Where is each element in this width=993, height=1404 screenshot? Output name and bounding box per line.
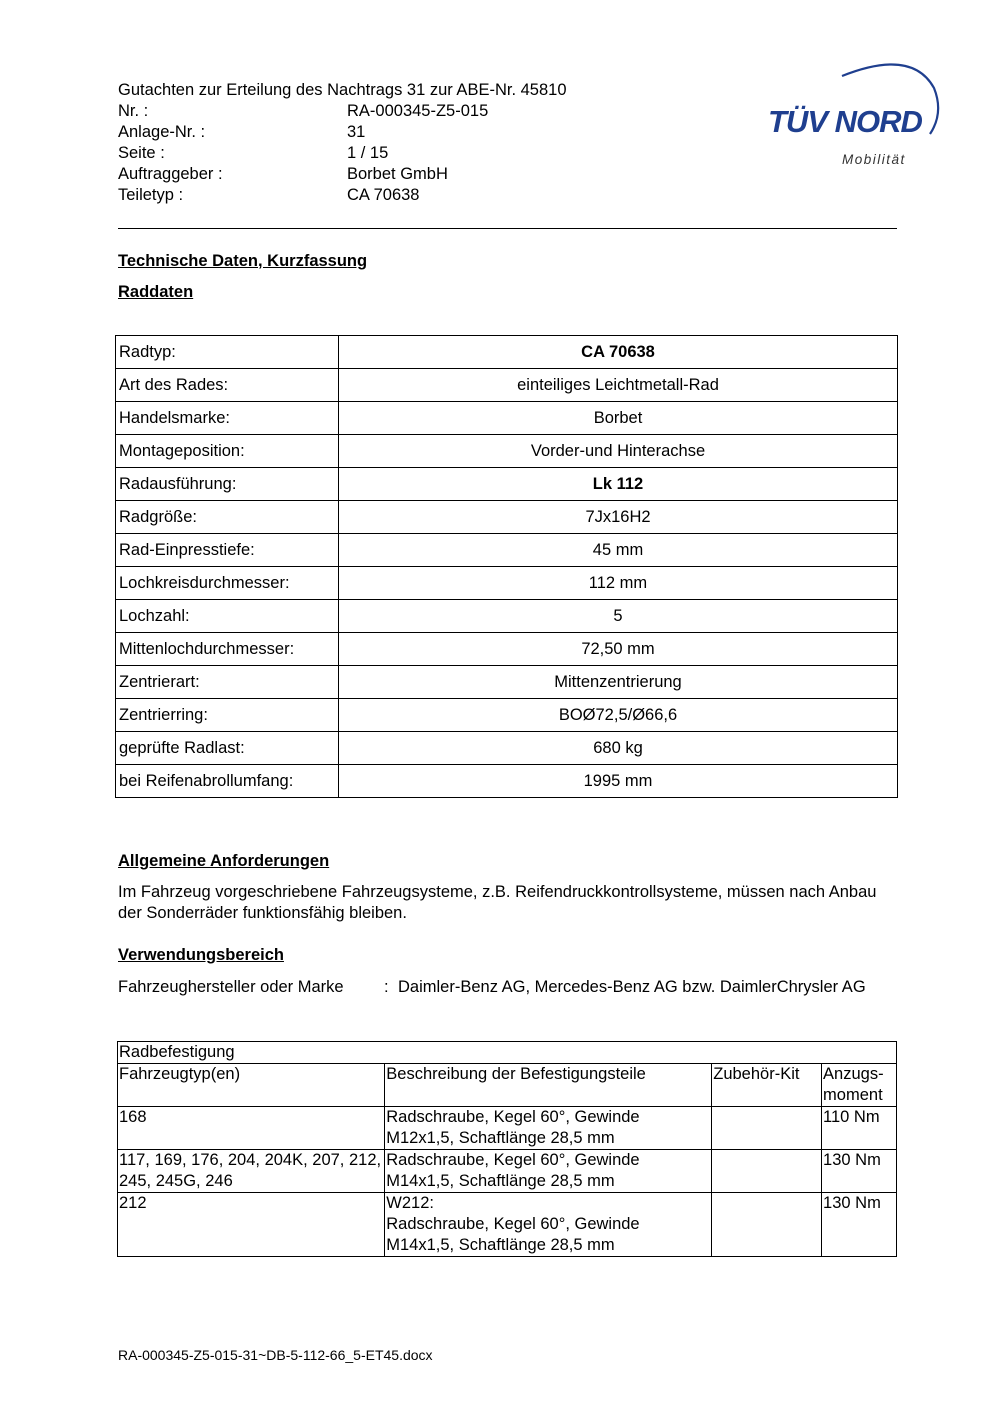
rad-value: Vorder-und Hinterachse [339,435,898,468]
table-row [116,336,898,369]
header-row-teiletyp [118,185,567,206]
column-header: Beschreibung der Befestigungsteile [385,1064,712,1107]
rad-value: Borbet [339,402,898,435]
rad-value: Mittenzentrierung [339,666,898,699]
rad-value: CA 70638 [339,336,898,369]
tuev-nord-logo [762,58,942,173]
beschreibung-line: M14x1,5, Schaftlänge 28,5 mm [386,1172,615,1190]
table-row [116,402,898,435]
rad-value: Lk 112 [339,468,898,501]
rad-value: 72,50 mm [339,633,898,666]
header-label: Nr. : [118,102,149,120]
rad-label: Lochzahl: [116,600,339,633]
table-title-row [118,1042,897,1064]
section-heading-raddaten: Raddaten [118,283,194,301]
zubehoer-kit-cell [712,1193,822,1257]
anzugsmoment-cell: 130 Nm [822,1193,897,1257]
table-row [116,699,898,732]
rad-label: Art des Rades: [116,369,339,402]
logo-subtitle: Mobilität [842,152,906,167]
rad-value: 7Jx16H2 [339,501,898,534]
anzugsmoment-cell: 130 Nm [822,1150,897,1193]
table-row [118,1150,897,1193]
rad-value: 5 [339,600,898,633]
rad-label: bei Reifenabrollumfang: [116,765,339,798]
beschreibung-cell [385,1150,712,1193]
beschreibung-line: Radschraube, Kegel 60°, Gewinde [386,1215,640,1233]
column-header: Zubehör-Kit [712,1064,822,1107]
table-title: Radbefestigung [118,1042,897,1064]
header-value: 1 / 15 [347,144,389,162]
table-header-row [118,1064,897,1107]
radbefestigung-table [117,1041,897,1257]
hersteller-row [118,977,898,998]
header-value: Borbet GmbH [347,165,448,183]
logo-name: TÜV NORD [768,104,922,139]
beschreibung-line: M12x1,5, Schaftlänge 28,5 mm [386,1129,615,1147]
table-row [118,1193,897,1257]
table-row [116,600,898,633]
rad-label: Radausführung: [116,468,339,501]
table-row [116,501,898,534]
table-row [116,666,898,699]
header-row-nr [118,101,567,122]
header-label: Auftraggeber : [118,165,223,183]
document-title: Gutachten zur Erteilung des Nachtrags 31 zur ABE-Nr. 45810 [118,81,567,99]
hersteller-colon: : [384,978,389,996]
table-row [116,435,898,468]
zubehoer-kit-cell [712,1150,822,1193]
rad-label: Montageposition: [116,435,339,468]
section-heading-tech: Technische Daten, Kurzfassung [118,252,368,270]
rad-label: Handelsmarke: [116,402,339,435]
zubehoer-kit-cell [712,1107,822,1150]
section-heading-verwendung: Verwendungsbereich [118,946,284,964]
section-heading-allgemein: Allgemeine Anforderungen [118,852,330,870]
header-divider [118,228,897,229]
beschreibung-line: W212: [386,1194,434,1212]
column-header: Fahrzeugtyp(en) [118,1064,385,1107]
header-label: Teiletyp : [118,186,184,204]
column-header: Anzugs-moment [822,1064,897,1107]
rad-value: einteiliges Leichtmetall-Rad [339,369,898,402]
table-row [116,468,898,501]
rad-value: 680 kg [339,732,898,765]
table-row [116,732,898,765]
beschreibung-cell [385,1193,712,1257]
beschreibung-cell [385,1107,712,1150]
beschreibung-line: Radschraube, Kegel 60°, Gewinde [386,1151,640,1169]
header-row-seite [118,143,567,164]
header-row-anlage [118,122,567,143]
rad-label: Radgröße: [116,501,339,534]
header-value: CA 70638 [347,186,420,204]
table-row [116,633,898,666]
rad-value: 112 mm [339,567,898,600]
rad-value: 1995 mm [339,765,898,798]
table-row [116,567,898,600]
rad-label: Lochkreisdurchmesser: [116,567,339,600]
beschreibung-line: Radschraube, Kegel 60°, Gewinde [386,1108,640,1126]
header-label: Seite : [118,144,165,162]
rad-label: Zentrierart: [116,666,339,699]
rad-label: Zentrierring: [116,699,339,732]
table-row [118,1107,897,1150]
table-row [116,765,898,798]
header-label: Anlage-Nr. : [118,123,206,141]
rad-value: BOØ72,5/Ø66,6 [339,699,898,732]
header-row-auftraggeber [118,164,567,185]
table-row [116,534,898,567]
header-value: 31 [347,123,366,141]
beschreibung-line: M14x1,5, Schaftlänge 28,5 mm [386,1236,615,1254]
allgemein-text: Im Fahrzeug vorgeschriebene Fahrzeugsysteme, z.B. Reifendruckkontrollsysteme, müssen nach Anbau der Sonderräder funktionsfähig bleiben. [118,883,877,922]
hersteller-value: Daimler-Benz AG, Mercedes-Benz AG bzw. DaimlerChrysler AG [398,978,866,996]
rad-label: Mittenlochdurchmesser: [116,633,339,666]
fahrzeugtyp-cell: 117, 169, 176, 204, 204K, 207, 212, 245, 245G, 246 [118,1150,385,1193]
rad-label: geprüfte Radlast: [116,732,339,765]
hersteller-label: Fahrzeughersteller oder Marke [118,978,344,996]
rad-label: Rad-Einpresstiefe: [116,534,339,567]
anzugsmoment-cell: 110 Nm [822,1107,897,1150]
document-header [118,80,567,206]
table-row [116,369,898,402]
fahrzeugtyp-cell: 212 [118,1193,385,1257]
footer-filename: RA-000345-Z5-015-31~DB-5-112-66_5-ET45.docx [118,1347,433,1363]
fahrzeugtyp-cell: 168 [118,1107,385,1150]
header-value: RA-000345-Z5-015 [347,102,489,120]
rad-label: Radtyp: [116,336,339,369]
rad-value: 45 mm [339,534,898,567]
raddaten-table [115,335,898,798]
